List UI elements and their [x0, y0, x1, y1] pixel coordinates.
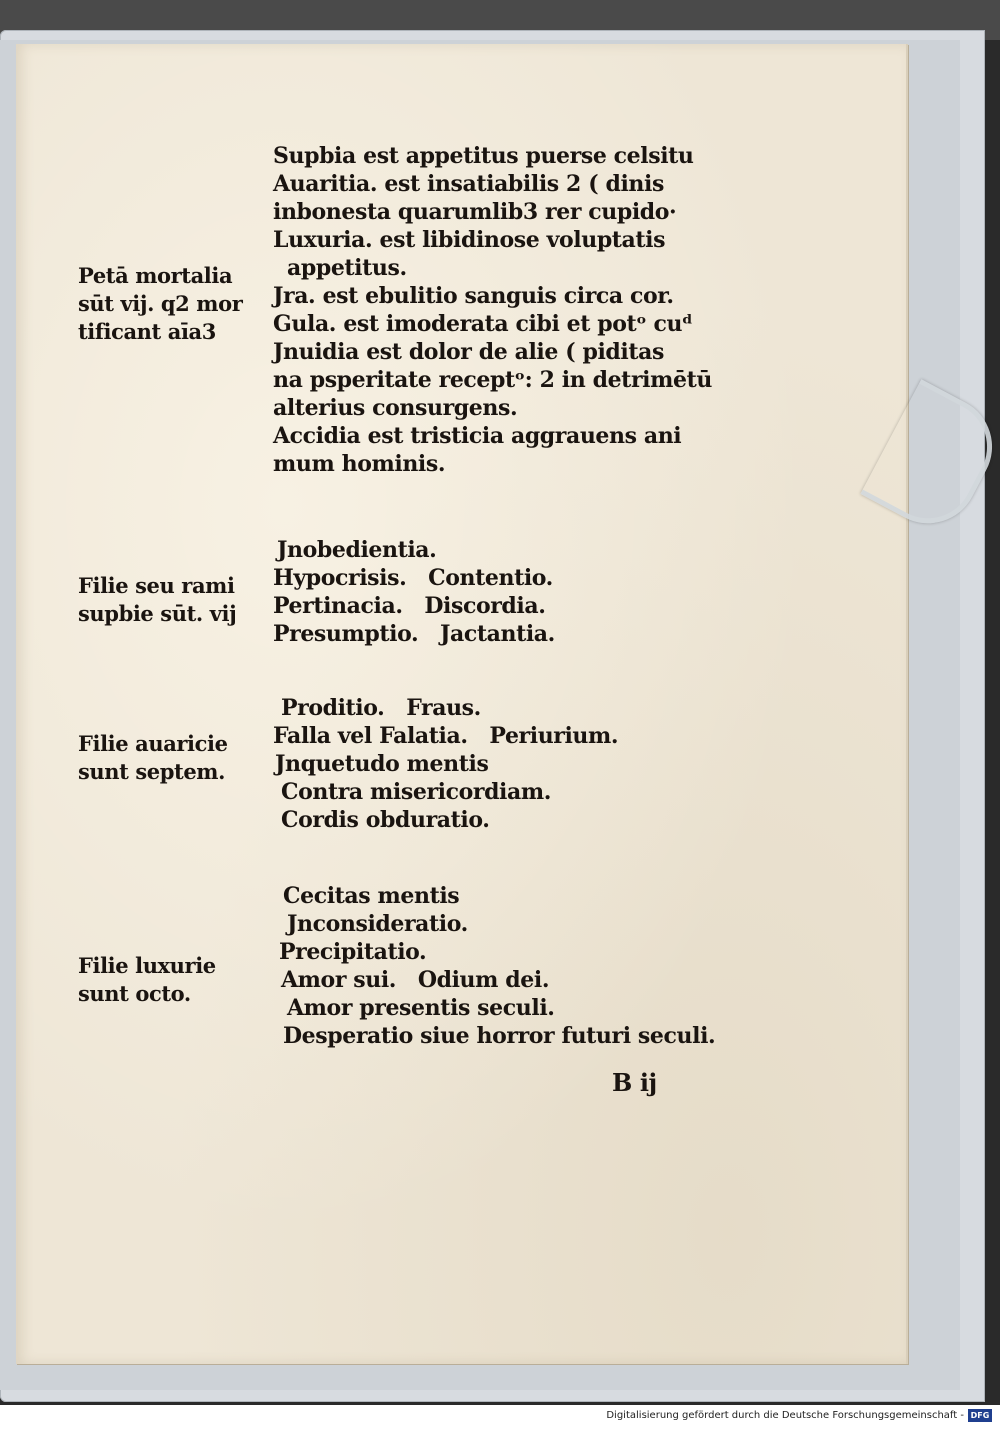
- margin-note-deadly-sins: Petā mortalia sūt vij. q2 mor tificant aīa3: [78, 263, 243, 344]
- text-line: Hypocrisis. Contentio.: [273, 565, 553, 591]
- text-line: Desperatio siue horror futuri seculi.: [283, 1023, 716, 1049]
- margin-note-lust: Filie luxurie sunt octo.: [78, 953, 216, 1006]
- deadly-sins-text: [273, 142, 712, 478]
- text-line: Luxuria. est libidinose voluptatis: [273, 227, 666, 253]
- text-line: Jnuidia est dolor de alie ( piditas: [273, 339, 664, 365]
- text-line: Amor presentis seculi.: [287, 995, 555, 1021]
- pride-list: [273, 536, 555, 648]
- text-line: Supbia est appetitus puerse celsitu: [273, 143, 694, 169]
- text-line: Jra. est ebulitio sanguis circa cor.: [273, 283, 674, 309]
- text-line: Amor sui. Odium dei.: [281, 967, 550, 993]
- margin-note-avarice: Filie auaricie sunt septem.: [78, 731, 228, 784]
- text-line: Cordis obduratio.: [281, 807, 490, 833]
- text-line: Precipitatio.: [279, 939, 427, 965]
- text-line: na psperitate receptᵒ: 2 in detrimētū: [273, 367, 712, 393]
- text-line: inbonesta quarumlib3 rer cupido·: [273, 199, 677, 225]
- text-line: Cecitas mentis: [283, 883, 460, 909]
- text-line: Jnconsideratio.: [287, 911, 468, 937]
- text-line: Accidia est tristicia aggrauens ani: [273, 423, 682, 449]
- margin-note-pride: Filie seu rami supbie sūt. vij: [78, 573, 237, 626]
- text-line: Jnquetudo mentis: [275, 751, 489, 777]
- text-line: Proditio. Fraus.: [281, 695, 481, 721]
- text-line: alterius consurgens.: [273, 395, 518, 421]
- text-line: Presumptio. Jactantia.: [273, 621, 555, 647]
- text-line: mum hominis.: [273, 451, 446, 477]
- text-line: Pertinacia. Discordia.: [273, 593, 546, 619]
- digitization-credit: Digitalisierung gefördert durch die Deutsche Forschungsgemeinschaft -: [606, 1410, 964, 1421]
- text-line: Jnobedientia.: [277, 537, 437, 563]
- text-line: Falla vel Falatia. Periurium.: [273, 723, 619, 749]
- text-line: Gula. est imoderata cibi et potᵒ cuᵈ: [273, 311, 693, 337]
- text-line: appetitus.: [287, 255, 407, 281]
- text-line: Contra misericordiam.: [281, 779, 552, 805]
- lust-list: [273, 882, 715, 1050]
- text-line: Auaritia. est insatiabilis 2 ( dinis: [273, 171, 664, 197]
- signature-mark: B ij: [612, 1068, 657, 1097]
- dfg-logo: DFG: [968, 1409, 992, 1422]
- avarice-list: [273, 694, 618, 834]
